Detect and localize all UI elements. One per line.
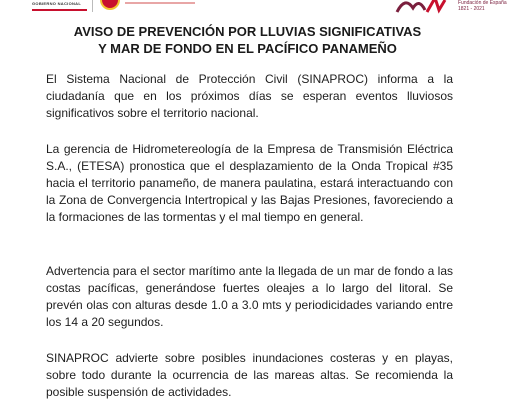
agency-name-line (125, 2, 195, 4)
gov-label: GOBIERNO NACIONAL (32, 1, 82, 6)
paragraph-intro: El Sistema Nacional de Protección Civil (SINAPROC) informa a la ciudadanía que en los próximos días se esperan eventos lluviosos significativos sobre el territorio nacional. (46, 72, 453, 120)
header-strip (0, 0, 507, 14)
header-divider (92, 0, 93, 12)
title-line: AVISO DE PREVENCIÓN POR LLUVIAS SIGNIFICATIVAS (73, 24, 422, 39)
paragraph-recommendation: SINAPROC advierte sobre posibles inundaciones costeras y en playas, sobre todo durante la ocurrencia de las mareas altas. Se recomienda la posible suspensión de actividades. (46, 351, 453, 399)
bicentennial-line: 1821 - 2021 (458, 6, 485, 12)
title-line: Y MAR DE FONDO EN EL PACÍFICO PANAMEÑO (98, 41, 397, 56)
gov-underline (32, 9, 87, 11)
bicentennial-logo-icon (395, 0, 455, 14)
sinaproc-seal-icon (100, 0, 120, 10)
bicentennial-text (458, 0, 507, 12)
page-title (0, 23, 495, 57)
paragraph-maritime-warning: Advertencia para el sector marítimo ante la llegada de un mar de fondo a las costas pacíficas, generándose fuertes oleajes a lo largo del litoral. Se prevén olas con alturas desde 1.0 a 3.0 mts y periodicidades variando entre los 14 a 20 segundos. (46, 264, 453, 329)
paragraph-forecast: La gerencia de Hidrometereología de la Empresa de Transmisión Eléctrica S.A., (ETESA) pronostica que el desplazamiento de la Onda Tropical #35 hacia el territorio panameño, de manera paulatina, estará interactuando con la Zona de Convergencia Intertropical y las Bajas Presiones, favoreciendo a la formaciones de las tormentas y el mal tiempo en general. (46, 142, 453, 224)
bicentennial-line: Fundación de España (458, 0, 507, 6)
